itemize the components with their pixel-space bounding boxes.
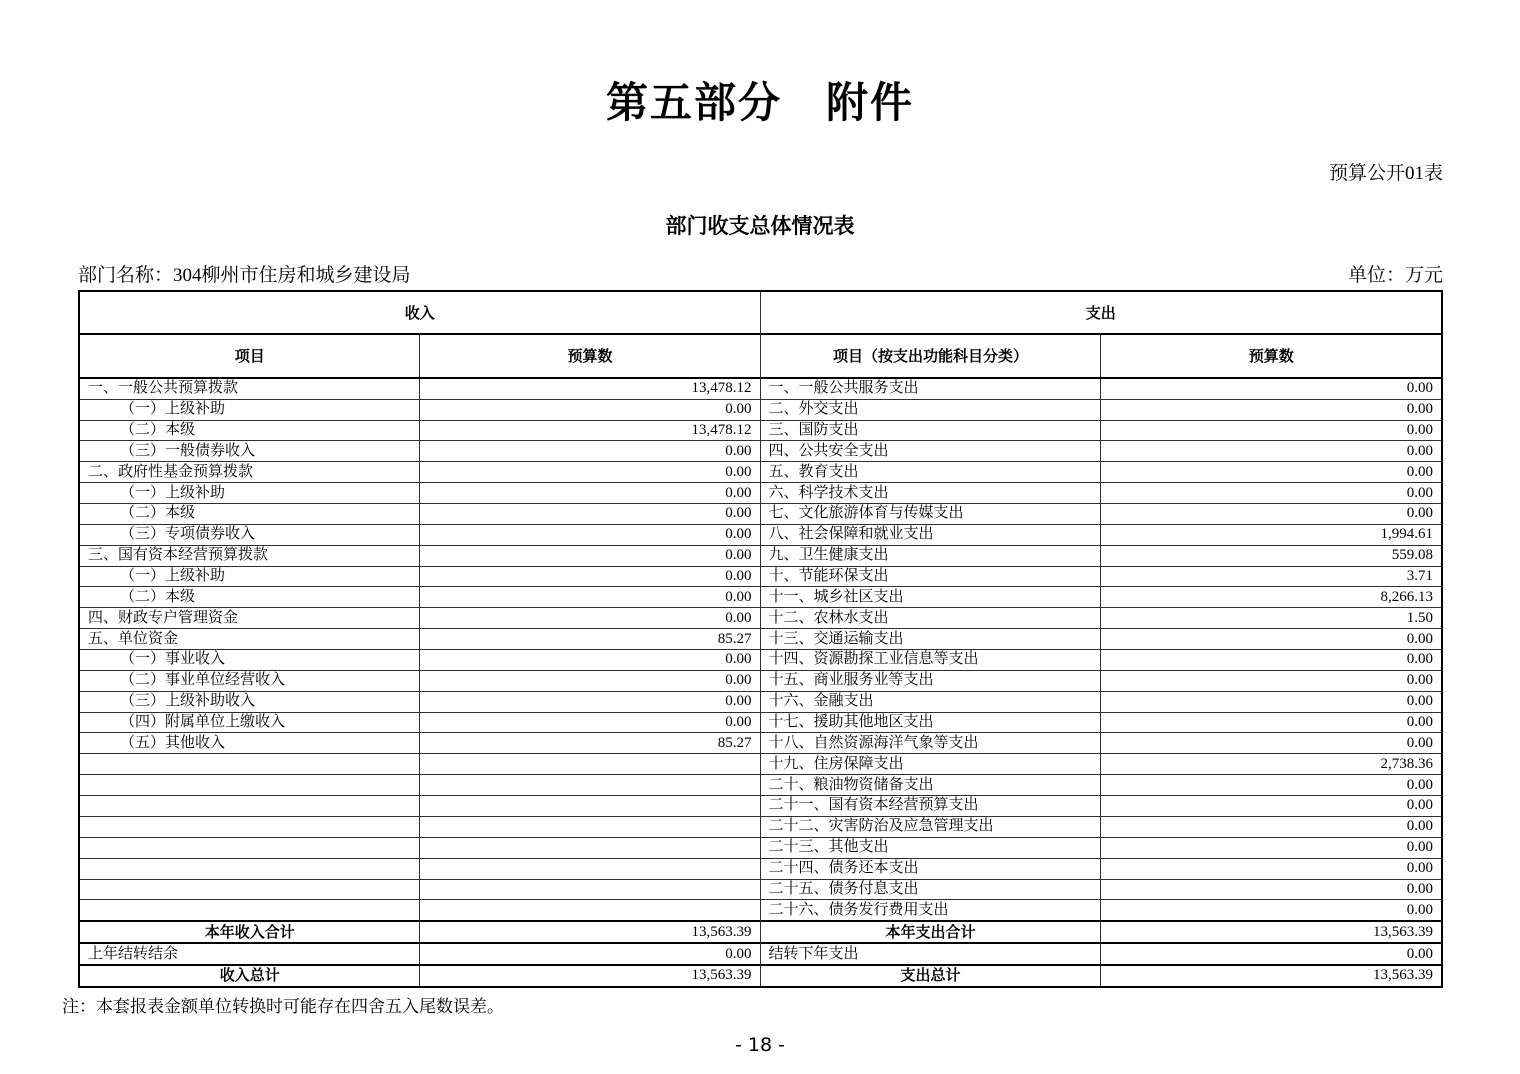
row-item-label: 支出总计 — [761, 966, 1102, 986]
table-row — [80, 774, 760, 795]
row-budget-value — [420, 775, 759, 795]
table-row — [80, 461, 760, 482]
row-item-label: 六、科学技术支出 — [761, 483, 1102, 503]
row-budget-value: 0.00 — [1406, 714, 1433, 731]
row-budget-value: 0.00 — [1406, 672, 1433, 689]
table-row — [80, 420, 760, 441]
row-budget-value — [420, 838, 759, 858]
row-item-label: 十五、商业服务业等支出 — [761, 671, 1102, 691]
table-row — [80, 524, 760, 545]
income-item-column-header: 项目 — [80, 335, 420, 377]
row-budget-value: 0.00 — [1406, 484, 1433, 501]
row-budget-value: 13,478.12 — [691, 422, 752, 439]
row-item-label: （二）本级 — [80, 587, 420, 607]
row-item-label: （二）事业单位经营收入 — [80, 671, 420, 691]
income-budget-column-header: 预算数 — [567, 347, 613, 366]
row-item-label: 五、单位资金 — [80, 629, 420, 649]
row-item-label: 二、政府性基金预算拨款 — [80, 462, 420, 482]
table-title: 部门收支总体情况表 — [665, 214, 855, 238]
table-row — [80, 942, 760, 964]
table-row — [761, 649, 1442, 670]
row-item-label — [80, 880, 420, 900]
table-row — [761, 399, 1442, 420]
row-budget-value: 0.00 — [1406, 505, 1433, 522]
table-row — [80, 482, 760, 503]
table-row — [80, 399, 760, 420]
table-row — [761, 920, 1442, 942]
row-budget-value: 0.00 — [725, 672, 752, 689]
table-row — [80, 649, 760, 670]
row-item-label: 二十四、债务还本支出 — [761, 859, 1102, 879]
row-item-label: （三）一般债券收入 — [80, 441, 420, 461]
row-item-label: （一）上级补助 — [80, 483, 420, 503]
row-item-label: 二十、粮油物资储备支出 — [761, 775, 1102, 795]
table-row — [761, 482, 1442, 503]
row-item-label: 五、教育支出 — [761, 462, 1102, 482]
row-item-label: 上年结转结余 — [80, 944, 420, 964]
table-row — [761, 440, 1442, 461]
row-budget-value: 0.00 — [1406, 880, 1433, 897]
row-budget-value: 0.00 — [725, 547, 752, 564]
row-item-label: 十三、交通运输支出 — [761, 629, 1102, 649]
row-item-label: 十四、资源勘探工业信息等支出 — [761, 650, 1102, 670]
table-row — [80, 503, 760, 524]
row-item-label: 八、社会保障和就业支出 — [761, 525, 1102, 545]
row-budget-value: 2,738.36 — [1380, 755, 1433, 772]
table-row — [80, 816, 760, 837]
row-budget-value — [420, 900, 759, 920]
row-budget-value: 0.00 — [725, 484, 752, 501]
row-budget-value: 559.08 — [1391, 547, 1433, 564]
row-item-label: （三）专项债券收入 — [80, 525, 420, 545]
table-row — [80, 858, 760, 879]
income-column-headers — [80, 335, 760, 379]
table-row — [80, 628, 760, 649]
row-budget-value: 0.00 — [1406, 818, 1433, 835]
expenditure-section-header: 支出 — [761, 292, 1442, 335]
row-budget-value: 0.00 — [1406, 463, 1433, 480]
row-item-label: （一）上级补助 — [80, 567, 420, 587]
table-row — [80, 670, 760, 691]
footnote: 注：本套报表金额单位转换时可能存在四舍五入尾数误差。 — [62, 997, 504, 1016]
table-row — [80, 712, 760, 733]
row-budget-value: 0.00 — [1406, 945, 1433, 962]
row-item-label: 收入总计 — [80, 966, 420, 986]
row-item-label — [80, 838, 420, 858]
row-budget-value — [420, 817, 759, 837]
row-budget-value: 0.00 — [725, 588, 752, 605]
row-item-label: 二十二、灾害防治及应急管理支出 — [761, 817, 1102, 837]
row-budget-value: 0.00 — [1406, 860, 1433, 877]
table-meta-row — [78, 260, 1443, 287]
row-item-label: 十六、金融支出 — [761, 692, 1102, 712]
table-row — [80, 691, 760, 712]
row-budget-value: 0.00 — [725, 609, 752, 626]
row-budget-value: 0.00 — [725, 714, 752, 731]
budget-disclosure-table-label: 预算公开01表 — [1328, 163, 1443, 184]
row-budget-value: 3.71 — [1406, 568, 1433, 585]
table-row — [80, 879, 760, 900]
table-row — [80, 440, 760, 461]
row-budget-value: 0.00 — [1406, 901, 1433, 918]
table-row — [761, 545, 1442, 566]
row-item-label: 结转下年支出 — [761, 944, 1102, 964]
table-row — [761, 774, 1442, 795]
budget-table — [78, 290, 1443, 988]
page-title: 第五部分 附件 — [605, 78, 914, 127]
table-row — [761, 879, 1442, 900]
income-section-header: 收入 — [80, 292, 760, 335]
table-row — [80, 899, 760, 920]
table-row — [761, 732, 1442, 753]
row-budget-value — [420, 880, 759, 900]
income-panel — [80, 292, 761, 986]
row-budget-value: 0.00 — [1406, 734, 1433, 751]
row-budget-value: 0.00 — [725, 693, 752, 710]
table-row — [761, 503, 1442, 524]
row-item-label — [80, 817, 420, 837]
row-budget-value: 85.27 — [717, 630, 752, 647]
table-row — [761, 691, 1442, 712]
row-item-label — [80, 754, 420, 774]
row-budget-value: 8,266.13 — [1380, 588, 1433, 605]
table-row — [761, 753, 1442, 774]
table-row — [761, 586, 1442, 607]
row-item-label — [80, 900, 420, 920]
row-budget-value: 0.00 — [1406, 630, 1433, 647]
row-item-label: 本年收入合计 — [80, 922, 420, 942]
unit-label: 单位：万元 — [1347, 265, 1443, 286]
row-item-label: 四、公共安全支出 — [761, 441, 1102, 461]
row-item-label — [80, 859, 420, 879]
table-row — [80, 964, 760, 986]
department-name: 部门名称：304柳州市住房和城乡建设局 — [78, 265, 411, 286]
expenditure-column-headers — [761, 335, 1442, 379]
row-item-label: 三、国有资本经营预算拨款 — [80, 546, 420, 566]
row-budget-value: 1,994.61 — [1380, 526, 1433, 543]
row-budget-value — [420, 754, 759, 774]
row-item-label: 四、财政专户管理资金 — [80, 608, 420, 628]
row-budget-value: 13,563.39 — [1372, 967, 1433, 984]
table-row — [761, 942, 1442, 964]
row-budget-value: 0.00 — [725, 651, 752, 668]
table-row — [761, 795, 1442, 816]
row-item-label: （五）其他收入 — [80, 733, 420, 753]
table-row — [761, 837, 1442, 858]
table-row — [80, 753, 760, 774]
row-item-label: （三）上级补助收入 — [80, 692, 420, 712]
row-item-label: （四）附属单位上缴收入 — [80, 713, 420, 733]
row-item-label: （二）本级 — [80, 421, 420, 441]
row-item-label: 二十一、国有资本经营预算支出 — [761, 796, 1102, 816]
row-budget-value: 13,478.12 — [691, 380, 752, 397]
row-item-label: 十一、城乡社区支出 — [761, 587, 1102, 607]
row-item-label: 二十六、债务发行费用支出 — [761, 900, 1102, 920]
income-rows — [80, 379, 760, 986]
row-item-label: （二）本级 — [80, 504, 420, 524]
table-row — [761, 899, 1442, 920]
table-row — [761, 379, 1442, 399]
row-item-label: 十、节能环保支出 — [761, 567, 1102, 587]
row-budget-value — [420, 859, 759, 879]
row-item-label: 三、国防支出 — [761, 421, 1102, 441]
row-item-label: 二十五、债务付息支出 — [761, 880, 1102, 900]
row-budget-value: 0.00 — [725, 526, 752, 543]
row-item-label — [80, 796, 420, 816]
row-item-label: 十九、住房保障支出 — [761, 754, 1102, 774]
row-budget-value: 0.00 — [1406, 797, 1433, 814]
row-item-label: 九、卫生健康支出 — [761, 546, 1102, 566]
expenditure-item-column-header: 项目（按支出功能科目分类） — [761, 335, 1102, 377]
row-item-label: （一）事业收入 — [80, 650, 420, 670]
table-row — [80, 920, 760, 942]
table-row — [80, 837, 760, 858]
row-budget-value: 85.27 — [717, 734, 752, 751]
row-budget-value: 0.00 — [725, 401, 752, 418]
row-budget-value: 13,563.39 — [1372, 923, 1433, 940]
row-budget-value: 0.00 — [725, 945, 752, 962]
row-item-label: 一、一般公共预算拨款 — [80, 379, 420, 399]
expenditure-rows — [761, 379, 1442, 986]
table-row — [761, 858, 1442, 879]
row-item-label: 二十三、其他支出 — [761, 838, 1102, 858]
row-budget-value: 0.00 — [725, 568, 752, 585]
table-row — [761, 566, 1442, 587]
table-row — [761, 607, 1442, 628]
expenditure-panel — [761, 292, 1442, 986]
row-budget-value: 0.00 — [1406, 839, 1433, 856]
table-row — [80, 379, 760, 399]
table-row — [80, 566, 760, 587]
table-row — [80, 607, 760, 628]
table-row — [761, 461, 1442, 482]
row-item-label: 二、外交支出 — [761, 400, 1102, 420]
table-row — [761, 420, 1442, 441]
table-row — [761, 712, 1442, 733]
row-budget-value: 0.00 — [1406, 401, 1433, 418]
row-item-label: 十二、农林水支出 — [761, 608, 1102, 628]
table-row — [761, 524, 1442, 545]
row-budget-value: 0.00 — [1406, 442, 1433, 459]
row-budget-value: 0.00 — [1406, 380, 1433, 397]
table-row — [80, 545, 760, 566]
row-item-label: 十八、自然资源海洋气象等支出 — [761, 733, 1102, 753]
row-item-label: 本年支出合计 — [761, 922, 1102, 942]
table-row — [761, 816, 1442, 837]
table-row — [80, 586, 760, 607]
row-budget-value: 0.00 — [725, 505, 752, 522]
row-budget-value: 0.00 — [1406, 651, 1433, 668]
page-number: - 18 - — [735, 1034, 785, 1056]
table-row — [80, 732, 760, 753]
row-budget-value: 0.00 — [725, 442, 752, 459]
table-row — [761, 628, 1442, 649]
row-budget-value: 13,563.39 — [691, 967, 752, 984]
row-budget-value: 0.00 — [725, 463, 752, 480]
row-item-label: 一、一般公共服务支出 — [761, 379, 1102, 399]
row-budget-value — [420, 796, 759, 816]
row-item-label — [80, 775, 420, 795]
table-row — [80, 795, 760, 816]
row-item-label: 十七、援助其他地区支出 — [761, 713, 1102, 733]
row-budget-value: 13,563.39 — [691, 923, 752, 940]
table-row — [761, 670, 1442, 691]
expenditure-budget-column-header: 预算数 — [1248, 347, 1294, 366]
row-budget-value: 0.00 — [1406, 776, 1433, 793]
table-row — [761, 964, 1442, 986]
row-budget-value: 0.00 — [1406, 693, 1433, 710]
row-item-label: 七、文化旅游体育与传媒支出 — [761, 504, 1102, 524]
row-budget-value: 0.00 — [1406, 422, 1433, 439]
row-item-label: （一）上级补助 — [80, 400, 420, 420]
row-budget-value: 1.50 — [1406, 609, 1433, 626]
